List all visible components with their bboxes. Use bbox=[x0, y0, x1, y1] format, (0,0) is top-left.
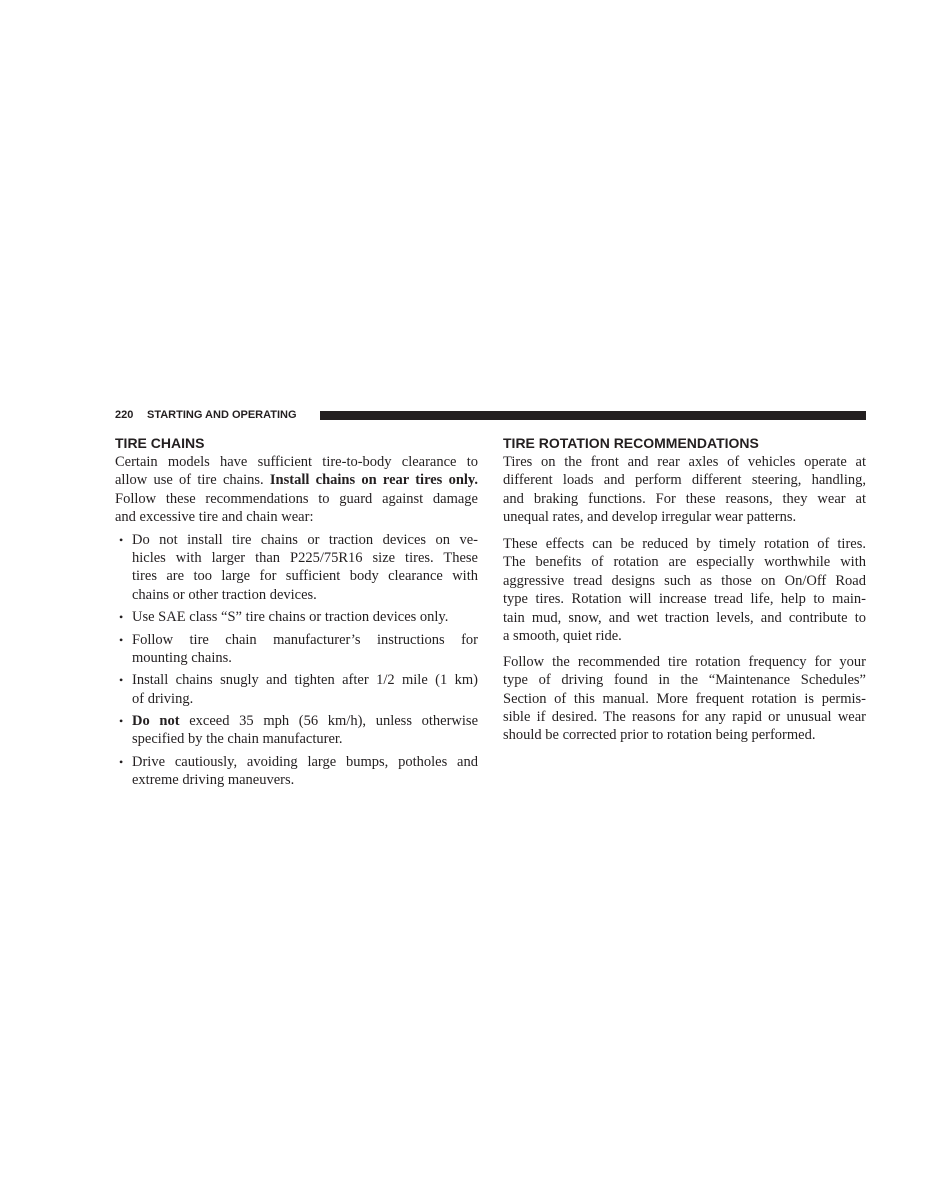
list-item bbox=[115, 753, 478, 790]
intro-paragraph bbox=[115, 453, 478, 527]
list-item bbox=[115, 608, 478, 626]
text-line: Install chains snugly and tighten after 1/2 mile (1 km) bbox=[132, 672, 478, 689]
text-segment: exceed 35 mph (56 km/h), unless otherwise bbox=[189, 713, 479, 730]
text-line: Follow these recommendations to guard against damage bbox=[115, 490, 478, 507]
bullet-icon: • bbox=[119, 714, 124, 729]
list-item bbox=[115, 631, 478, 668]
text-line: aggressive tread designs such as those on On/Off Road bbox=[503, 572, 866, 589]
text-line: Certain models have sufficient tire-to-body clearance to bbox=[115, 454, 478, 470]
text-line: different loads and perform different steering, handling, bbox=[503, 472, 866, 489]
list-item bbox=[115, 712, 478, 749]
text-line: sible if desired. The reasons for any rapid or unusual wear bbox=[503, 709, 866, 726]
text-line: Follow the recommended tire rotation frequency for your bbox=[503, 653, 866, 670]
paragraph bbox=[503, 453, 866, 527]
text-line: chains or other traction devices. bbox=[132, 586, 317, 603]
list-item bbox=[115, 531, 478, 605]
section-heading: TIRE ROTATION RECOMMENDATIONS bbox=[503, 435, 759, 451]
text-line: extreme driving maneuvers. bbox=[132, 772, 295, 789]
header-rule bbox=[320, 411, 866, 420]
text-line: unequal rates, and develop irregular wear patterns. bbox=[503, 509, 797, 526]
bullet-icon: • bbox=[119, 754, 124, 769]
text-line bbox=[132, 712, 478, 730]
text-line: tires are too large for sufficient body clearance with bbox=[132, 568, 478, 585]
text-line: specified by the chain manufacturer. bbox=[132, 731, 343, 748]
tire-chains-section bbox=[115, 434, 478, 790]
list-item bbox=[115, 671, 478, 708]
text-line: Drive cautiously, avoiding large bumps, potholes and bbox=[132, 753, 478, 770]
text-line: and excessive tire and chain wear: bbox=[115, 509, 314, 526]
text-line: type of driving found in the “Maintenance Schedules” bbox=[503, 672, 866, 689]
text-line: Do not install tire chains or traction devices on ve- bbox=[132, 531, 478, 548]
section-title: STARTING AND OPERATING bbox=[147, 409, 297, 421]
text-line: and braking functions. For these reasons, they wear at bbox=[503, 490, 866, 507]
text-line: tain mud, snow, and wet traction levels, and contribute to bbox=[503, 609, 866, 626]
text-line: type tires. Rotation will increase tread life, help to main- bbox=[503, 591, 866, 608]
bullet-icon: • bbox=[119, 610, 124, 625]
section-heading: TIRE CHAINS bbox=[115, 435, 205, 451]
text-line: Section of this manual. More frequent rotation is permis- bbox=[503, 690, 866, 707]
text-segment: allow use of tire chains. bbox=[115, 472, 264, 489]
bullet-icon: • bbox=[119, 673, 124, 688]
tire-rotation-section bbox=[503, 434, 866, 745]
text-line: a smooth, quiet ride. bbox=[503, 628, 622, 645]
bullet-icon: • bbox=[119, 532, 124, 547]
text-line bbox=[115, 471, 478, 489]
text-line: The benefits of rotation are especially worthwhile with bbox=[503, 554, 866, 571]
text-line: These effects can be reduced by timely rotation of tires. bbox=[503, 536, 866, 553]
paragraph bbox=[503, 535, 866, 645]
text-line: of driving. bbox=[132, 690, 194, 707]
page-number: 220 bbox=[115, 409, 134, 421]
emphasis-text: Install chains on rear tires only. bbox=[269, 472, 478, 489]
emphasis-text: Do not bbox=[132, 713, 180, 730]
text-line: Follow tire chain manufacturer’s instructions for bbox=[132, 631, 478, 648]
paragraph bbox=[503, 653, 866, 745]
bullet-icon: • bbox=[119, 632, 124, 647]
text-line: Use SAE class “S” tire chains or traction devices only. bbox=[132, 609, 449, 626]
text-line: mounting chains. bbox=[132, 649, 232, 666]
page-header bbox=[115, 408, 866, 424]
text-line: hicles with larger than P225/75R16 size tires. These bbox=[132, 549, 478, 566]
text-line: should be corrected prior to rotation being performed. bbox=[503, 727, 816, 744]
text-line: Tires on the front and rear axles of vehicles operate at bbox=[503, 454, 866, 470]
